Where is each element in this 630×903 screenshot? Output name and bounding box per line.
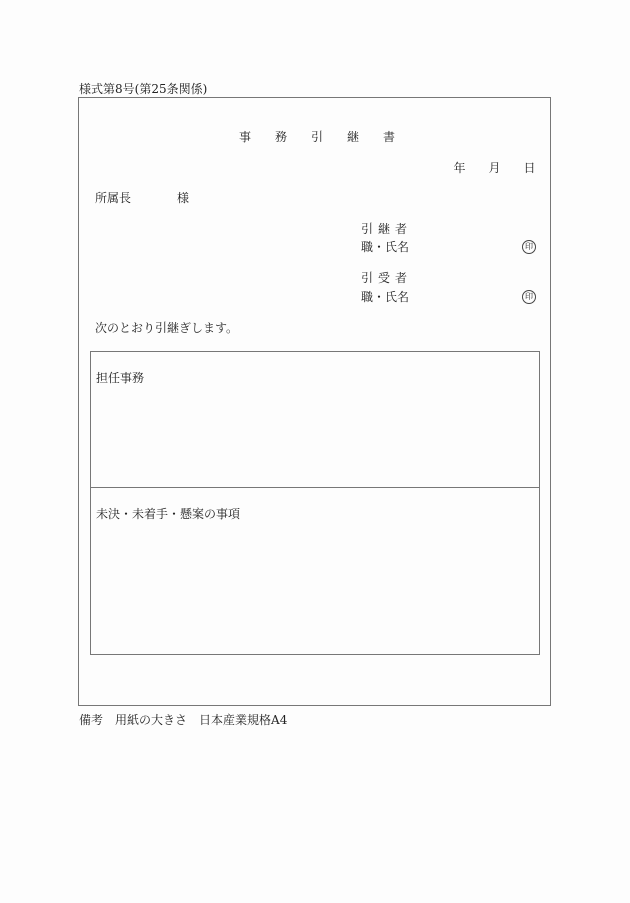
statement-text: 次のとおり引継ぎします。 (95, 321, 239, 335)
title-char: 引 (310, 130, 323, 144)
title-char: 継 (346, 130, 359, 144)
seal-icon: 印 (522, 290, 536, 304)
sections-table (90, 351, 540, 655)
addressee-label: 所属長 (95, 191, 132, 205)
form-number: 様式第8号(第25条関係) (79, 82, 208, 96)
note-text: 用紙の大きさ 日本産業規格A4 (115, 713, 288, 727)
addressee-honorific: 様 (177, 191, 190, 205)
transferor-label: 引継者 (361, 222, 413, 236)
section-pending-matters-label: 未決・未着手・懸案の事項 (96, 507, 241, 521)
title-char: 事 (238, 130, 251, 144)
seal-icon: 印 (522, 240, 536, 254)
date-month: 月 (488, 161, 501, 175)
transferee-seal (522, 288, 536, 304)
section-divider (90, 487, 540, 488)
section-assigned-duties-label: 担任事務 (96, 371, 145, 385)
title-char: 書 (382, 130, 395, 144)
transferee-name-label: 職・氏名 (361, 290, 410, 304)
date-day: 日 (523, 161, 536, 175)
date-year: 年 (453, 161, 466, 175)
date-line (442, 159, 547, 176)
title-char: 務 (274, 130, 287, 144)
note-label: 備考 (79, 713, 104, 727)
transferor-name-label: 職・氏名 (361, 240, 410, 254)
document-title (227, 128, 407, 145)
transferee-label: 引受者 (361, 271, 413, 285)
transferor-seal (522, 238, 536, 254)
footer-note (79, 711, 287, 728)
